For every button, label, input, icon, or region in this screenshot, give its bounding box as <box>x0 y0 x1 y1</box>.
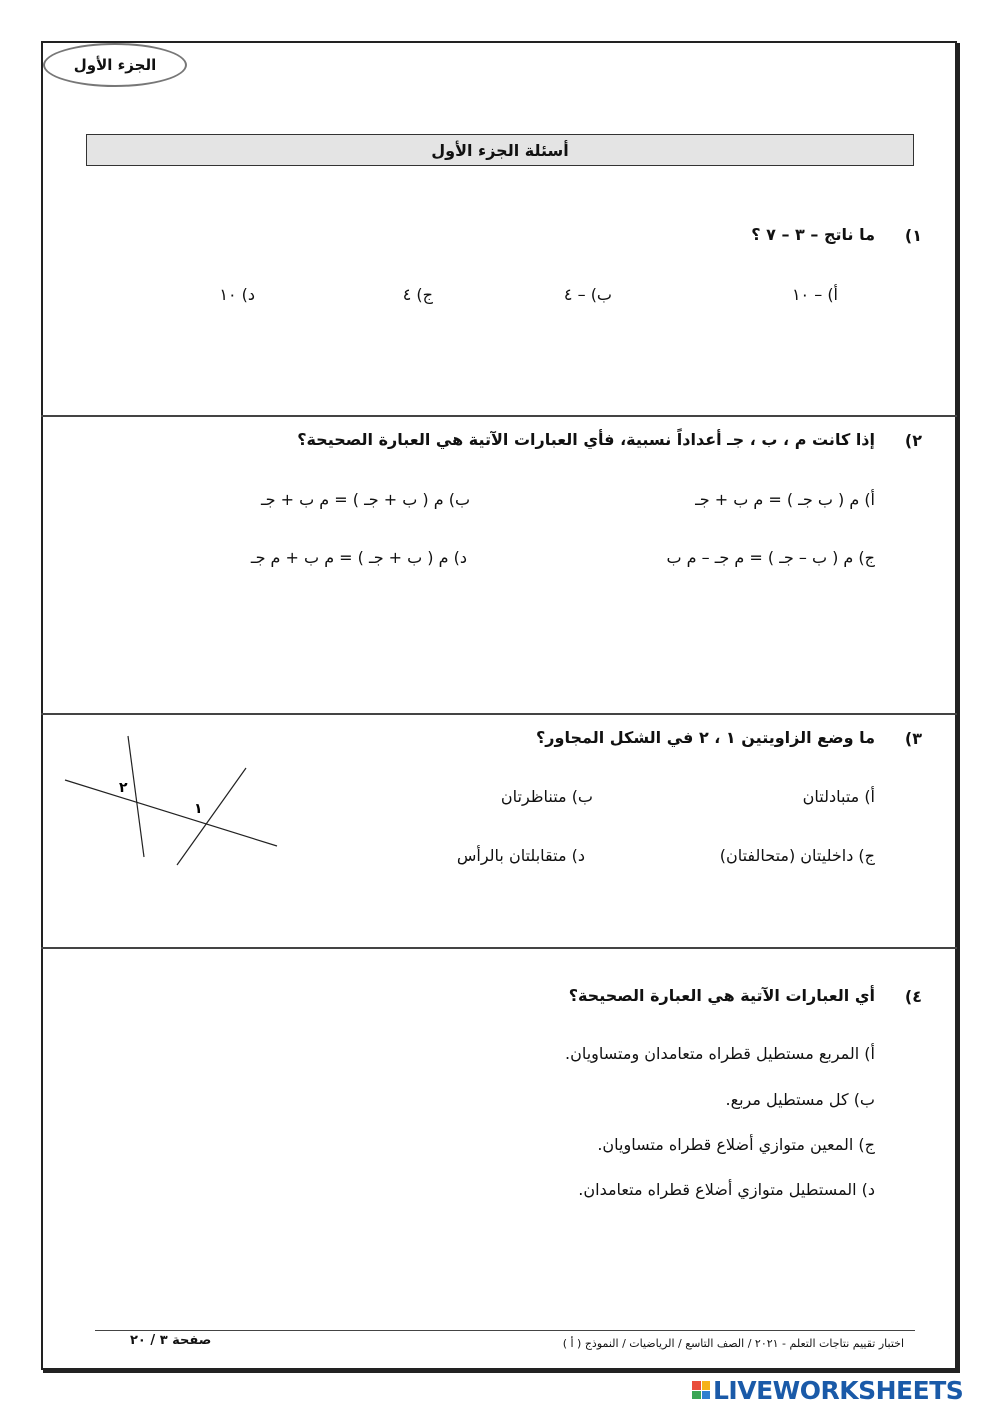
question-1-text: ما ناتج – ٣ – ٧ ؟ <box>751 225 875 244</box>
question-2-number: ٢) <box>904 431 922 450</box>
figure-label-angle-1: ١ <box>194 801 203 817</box>
section-divider-3 <box>41 947 957 949</box>
figure-line-2 <box>177 768 246 865</box>
question-2-text: إذا كانت م ، ب ، جـ أعداداً نسبية، فأي العبارات الآتية هي العبارة الصحيحة؟ <box>297 430 875 449</box>
question-3-text: ما وضع الزاويتين ١ ، ٢ في الشكل المجاور؟ <box>536 728 875 747</box>
question-1-option-d[interactable]: د) ١٠ <box>219 285 255 304</box>
page-border-shadow-right <box>957 43 960 1372</box>
question-3-option-b[interactable]: ب) متناظرتان <box>500 787 593 806</box>
question-1-option-b[interactable]: ب) – ٤ <box>563 285 612 304</box>
figure-line-1 <box>128 736 144 857</box>
question-4-number: ٤) <box>904 987 922 1006</box>
question-4-option-c[interactable]: ج) المعين متوازي أضلاع قطراه متساويان. <box>597 1135 875 1154</box>
section-divider-1 <box>41 415 957 417</box>
question-1-option-a[interactable]: أ) – ١٠ <box>791 285 838 304</box>
question-3-option-c[interactable]: ج) داخليتان (متحالفتان) <box>719 846 875 865</box>
question-3-option-d[interactable]: د) متقابلتان بالرأس <box>456 846 585 865</box>
question-2-option-c[interactable]: ج) م ( ب – جـ ) = م جـ – م ب <box>666 548 875 567</box>
question-2-option-d[interactable]: د) م ( ب + جـ ) = م ب + م جـ <box>250 548 467 567</box>
question-4-option-d[interactable]: د) المستطيل متوازي أضلاع قطراه متعامدان. <box>578 1180 875 1199</box>
figure-transversal-line <box>65 780 277 846</box>
question-4-option-b[interactable]: ب) كل مستطيل مربع. <box>725 1090 875 1109</box>
angles-figure <box>60 730 290 870</box>
question-1-number: ١) <box>904 226 922 245</box>
page-border-shadow-bottom <box>43 1370 960 1373</box>
liveworksheets-logo-icon <box>692 1381 710 1399</box>
question-4-option-a[interactable]: أ) المربع مستطيل قطراه متعامدان ومتساويان. <box>565 1044 875 1063</box>
question-3-number: ٣) <box>904 729 922 748</box>
liveworksheets-brand <box>692 1376 963 1404</box>
question-2-option-a[interactable]: أ) م ( ب جـ ) = م ب + جـ <box>695 490 875 509</box>
footer-page-number: صفحة ٣ / ٢٠ <box>130 1333 212 1348</box>
question-4-text: أي العبارات الآتية هي العبارة الصحيحة؟ <box>568 986 875 1005</box>
section-divider-2 <box>41 713 957 715</box>
liveworksheets-wordmark: LIVEWORKSHEETS <box>713 1375 964 1405</box>
footer-rule <box>95 1330 915 1331</box>
question-3-option-a[interactable]: أ) متبادلتان <box>802 787 875 806</box>
footer-exam-info: اختبار تقييم نتاجات التعلم - ٢٠٢١ / الصف التاسع / الرياضيات / النموذج ( أ ) <box>562 1337 904 1350</box>
figure-label-angle-2: ٢ <box>119 780 128 796</box>
question-2-option-b[interactable]: ب) م ( ب + جـ ) = م ب + جـ <box>260 490 470 509</box>
part-label: الجزء الأول <box>43 43 187 87</box>
question-1-option-c[interactable]: ج) ٤ <box>402 285 433 304</box>
section-title: أسئلة الجزء الأول <box>86 134 914 166</box>
